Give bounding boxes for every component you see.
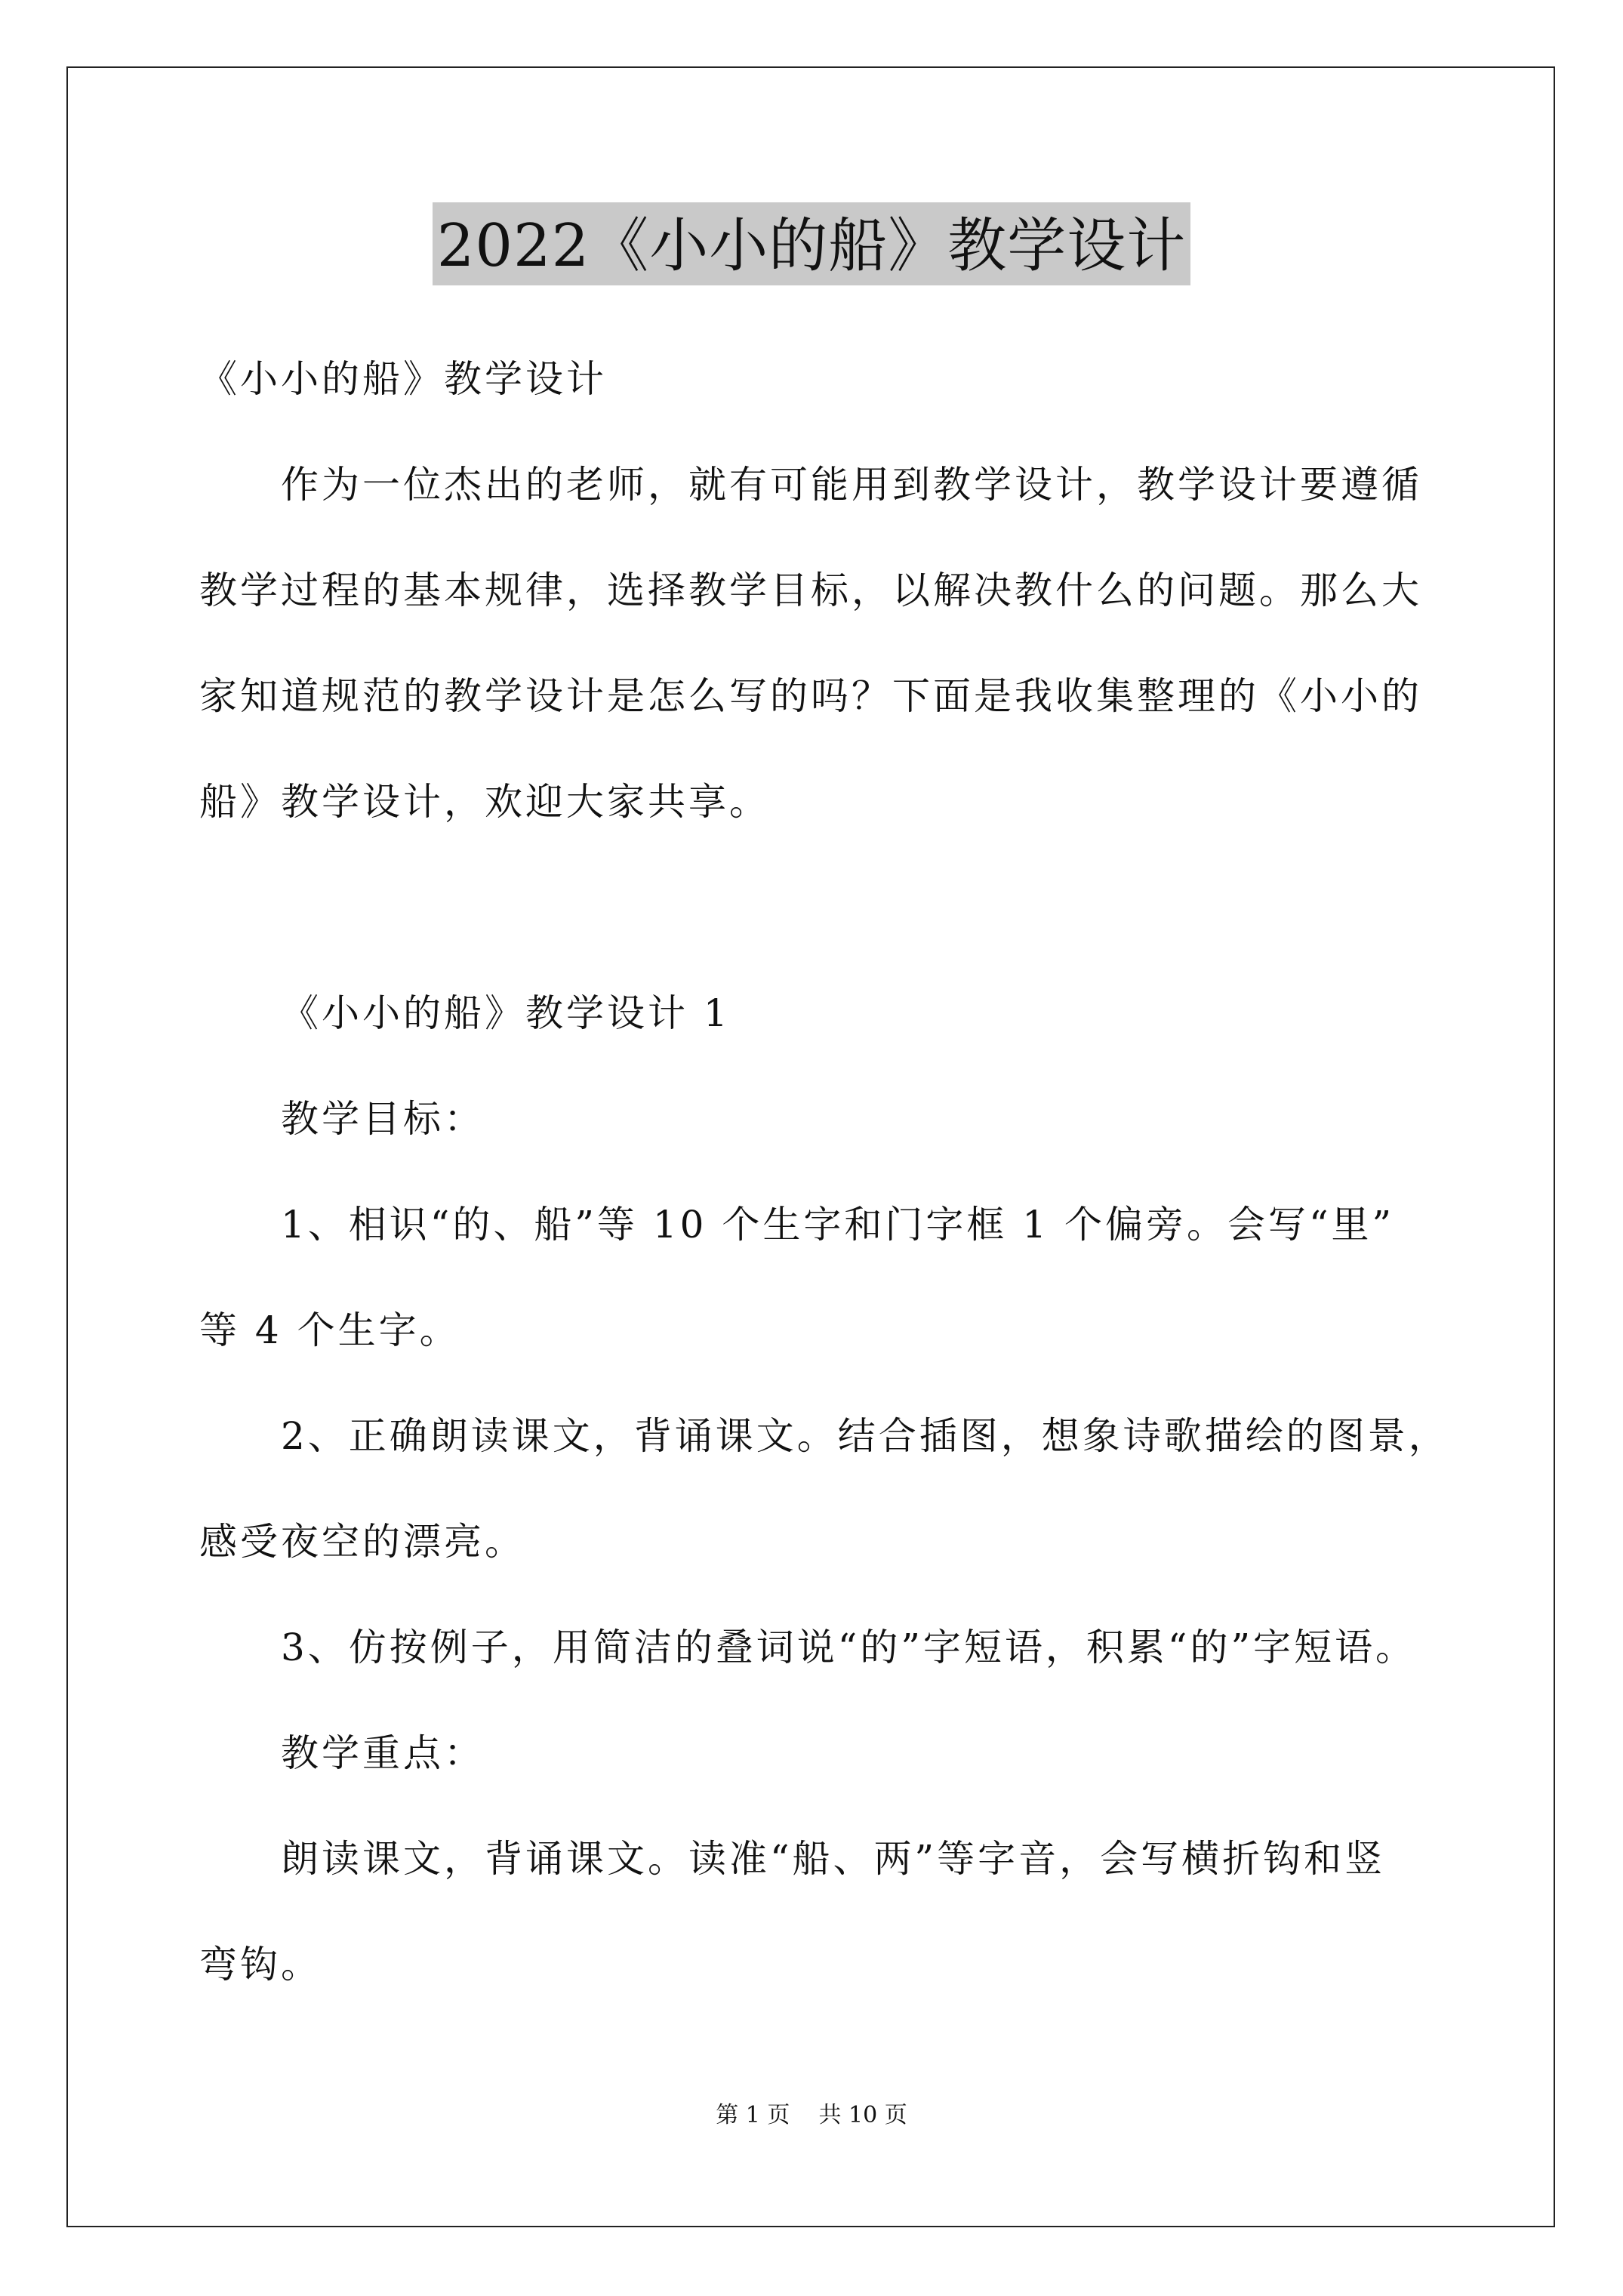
- objective-2-line-1: 2、正确朗读课文，背诵课文。结合插图，想象诗歌描绘的图景，: [281, 1414, 1449, 1458]
- objective-1-line-2: 等 4 个生字。: [199, 1308, 460, 1352]
- objective-2-line-2: 感受夜空的漂亮。: [199, 1520, 525, 1564]
- objective-3-line-1: 3、仿按例子，用简洁的叠词说“的”字短语，积累“的”字短语。: [281, 1626, 1417, 1669]
- key-points-line-1: 朗读课文，背诵课文。读准“船、两”等字音，会写横折钩和竖: [281, 1837, 1386, 1881]
- page-footer: 第 1 页 共 10 页: [716, 2102, 907, 2128]
- key-points-heading: 教学重点：: [281, 1731, 485, 1775]
- document-title: [0, 202, 1623, 285]
- subtitle: 《小小的船》教学设计: [199, 357, 607, 401]
- intro-line-1: 作为一位杰出的老师，就有可能用到教学设计，教学设计要遵循: [281, 463, 1422, 507]
- document-title-text: 2022《小小的船》教学设计: [433, 202, 1191, 285]
- intro-line-2: 教学过程的基本规律，选择教学目标，以解决教什么的问题。那么大: [199, 569, 1422, 612]
- intro-line-3: 家知道规范的教学设计是怎么写的吗？下面是我收集整理的《小小的: [199, 674, 1422, 718]
- key-points-line-2: 弯钩。: [199, 1943, 322, 1986]
- intro-line-4: 船》教学设计，欢迎大家共享。: [199, 780, 770, 824]
- objectives-heading: 教学目标：: [281, 1097, 485, 1141]
- objective-1-line-1: 1、相识“的、船”等 10 个生字和门字框 1 个偏旁。会写“里”: [281, 1203, 1395, 1247]
- section-heading: 《小小的船》教学设计 1: [281, 991, 731, 1035]
